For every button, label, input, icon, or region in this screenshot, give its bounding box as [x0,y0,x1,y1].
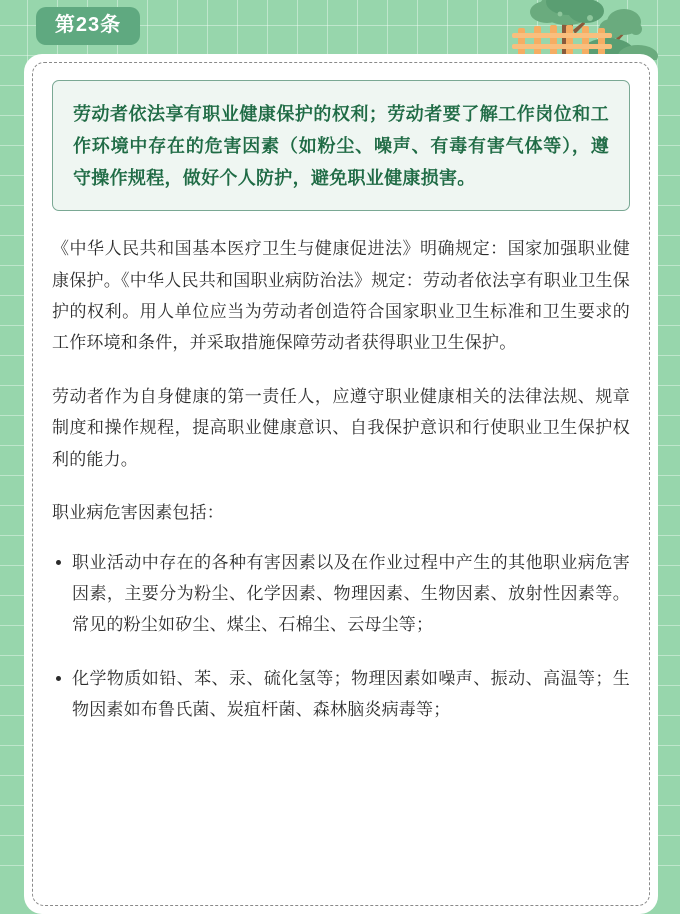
bullet-dot-icon [56,560,61,565]
bullet-dot-icon [56,676,61,681]
list-item [52,663,630,726]
article-number-badge [36,7,140,45]
list-item-text: 化学物质如铅、苯、汞、硫化氢等；物理因素如噪声、振动、高温等；生物因素如布鲁氏菌、炭疽杆菌、森林脑炎病毒等； [72,668,630,720]
list-item [52,547,630,641]
article-number-label: 第23条 [54,14,122,36]
hazard-factor-list [52,547,630,726]
list-item-text: 职业活动中存在的各种有害因素以及在作业过程中产生的其他职业病危害因素，主要分为粉尘、化学因素、物理因素、生物因素、放射性因素等。常见的粉尘如矽尘、煤尘、石棉尘、云母尘等； [72,552,630,635]
highlight-text: 劳动者依法享有职业健康保护的权利；劳动者要了解工作岗位和工作环境中存在的危害因素（如粉尘、噪声、有毒有害气体等），遵守操作规程，做好个人防护，避免职业健康损害。 [73,104,609,189]
body-paragraph-1: 《中华人民共和国基本医疗卫生与健康促进法》明确规定：国家加强职业健康保护。《中华人民共和国职业病防治法》规定：劳动者依法享有职业卫生保护的权利。用人单位应当为劳动者创造符合国家职业卫生标准和卫生要求的工作环境和条件，并采取措施保障劳动者获得职业卫生保护。 [52,239,630,353]
card-inner [24,54,658,914]
body-paragraph-2: 劳动者作为自身健康的第一责任人，应遵守职业健康相关的法律法规、规章制度和操作规程，提高职业健康意识、自我保护意识和行使职业卫生保护权利的能力。 [52,386,630,469]
highlight-callout [52,80,630,211]
body-paragraph-3: 职业病危害因素包括： [52,503,224,523]
content-card [24,54,658,914]
